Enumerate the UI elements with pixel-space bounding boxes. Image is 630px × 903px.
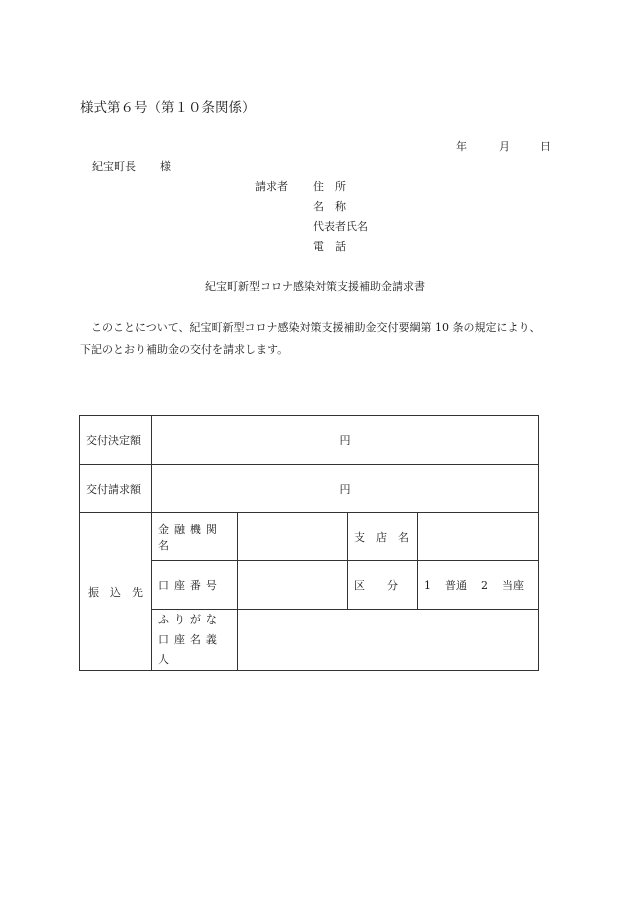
requester-phone-label: 電 話 bbox=[313, 240, 346, 253]
date-year: 年 bbox=[456, 140, 467, 153]
furigana-label: ふりがな bbox=[158, 613, 222, 626]
account-type-option-number: 2 bbox=[481, 579, 488, 592]
account-holder-label-cell bbox=[152, 610, 238, 671]
transfer-destination-label: 振 込 先 bbox=[80, 513, 152, 671]
account-type-option-current: 当座 bbox=[502, 579, 524, 592]
table-row bbox=[80, 513, 539, 561]
requester-address-label: 住 所 bbox=[313, 180, 346, 193]
date-day: 日 bbox=[540, 140, 551, 153]
document-title: 紀宝町新型コロナ感染対策支援補助金請求書 bbox=[205, 280, 425, 293]
account-holder-label: 口座名義人 bbox=[158, 633, 222, 666]
addressee bbox=[92, 158, 171, 174]
table-row bbox=[80, 465, 539, 513]
account-type-options[interactable] bbox=[418, 561, 539, 610]
decision-amount-field[interactable] bbox=[152, 416, 539, 465]
bank-name-label: 金融機関名 bbox=[152, 513, 238, 561]
decision-amount-label: 交付決定額 bbox=[80, 416, 152, 465]
addressee-honorific: 様 bbox=[160, 160, 171, 173]
account-type-option-number: 1 bbox=[424, 579, 431, 592]
document-body bbox=[80, 317, 560, 361]
body-line: このことについて、紀宝町新型コロナ感染対策支援補助金交付要綱第 10 条の規定により、 bbox=[80, 321, 541, 334]
form-number: 様式第６号（第１０条関係） bbox=[80, 100, 256, 116]
requester-name-label: 名 称 bbox=[313, 200, 346, 213]
addressee-name: 紀宝町長 bbox=[92, 160, 136, 173]
account-number-field[interactable] bbox=[238, 561, 348, 610]
account-number-label: 口座番号 bbox=[152, 561, 238, 610]
decision-amount-unit: 円 bbox=[339, 434, 351, 447]
request-amount-field[interactable] bbox=[152, 465, 539, 513]
account-type-label: 区 分 bbox=[348, 561, 418, 610]
request-amount-unit: 円 bbox=[339, 482, 351, 496]
date-month: 月 bbox=[499, 140, 510, 153]
branch-name-field[interactable] bbox=[418, 513, 539, 561]
branch-name-label: 支 店 名 bbox=[348, 513, 418, 561]
requester-label: 請求者 bbox=[255, 180, 288, 193]
account-holder-field[interactable] bbox=[238, 610, 539, 671]
request-amount-label: 交付請求額 bbox=[80, 465, 152, 513]
request-form-table bbox=[79, 415, 539, 671]
bank-name-field[interactable] bbox=[238, 513, 348, 561]
requester-representative-label: 代表者氏名 bbox=[313, 220, 368, 233]
account-type-option-ordinary: 普通 bbox=[445, 579, 467, 592]
table-row bbox=[80, 416, 539, 465]
body-line: 下記のとおり補助金の交付を請求します。 bbox=[80, 343, 289, 356]
